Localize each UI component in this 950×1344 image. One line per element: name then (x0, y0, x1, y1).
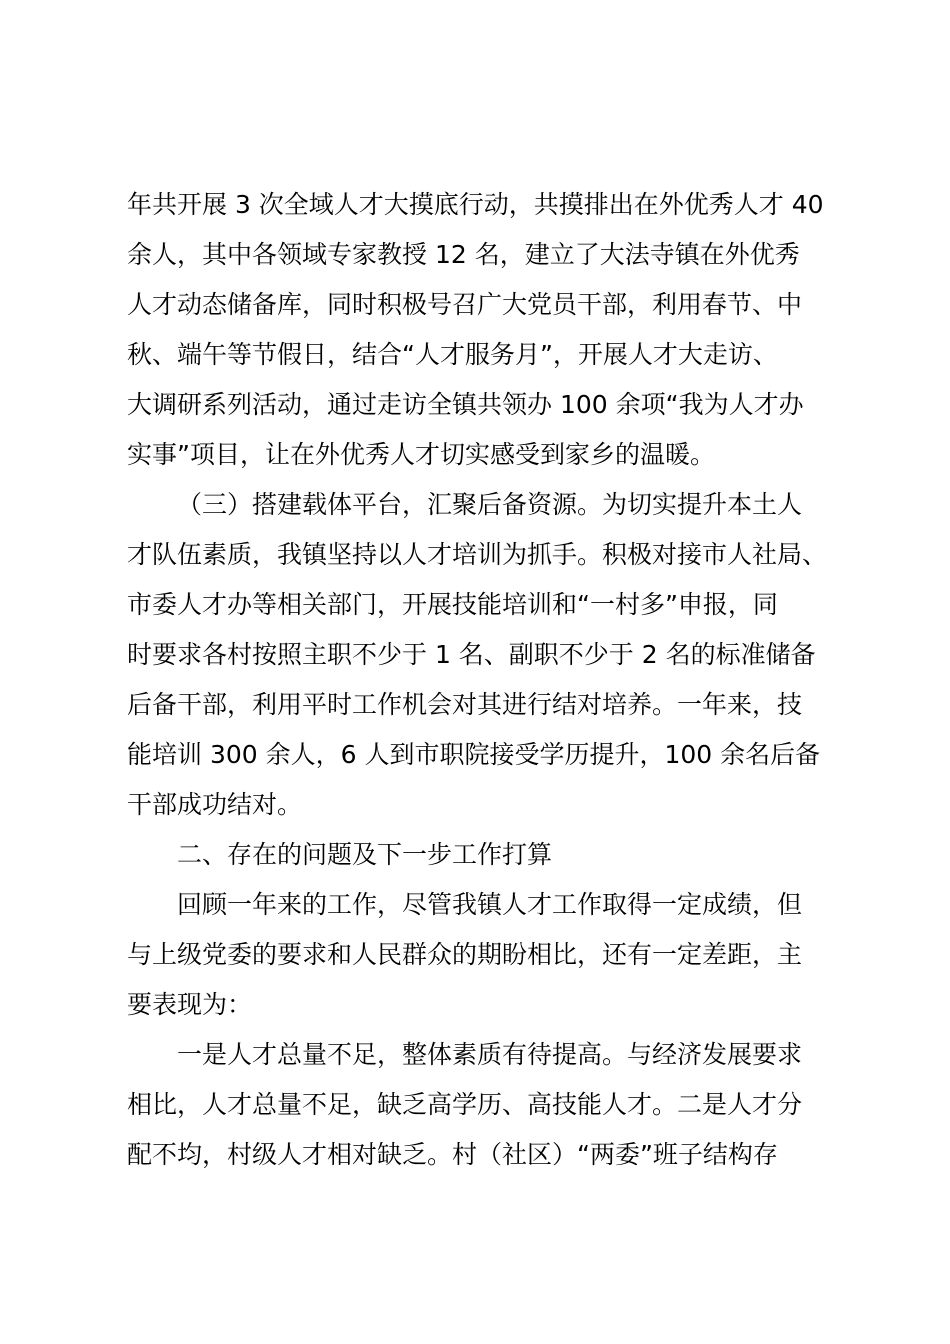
paragraph-line: 干部成功结对。 (127, 790, 303, 819)
paragraph-line: 能培训 300 余人，6 人到市职院接受学历提升，100 余名后备 (127, 740, 821, 769)
section-heading-line: （三）搭建载体平台，汇聚后备资源。为切实提升本土人 (177, 490, 803, 519)
paragraph-line: 要表现为： (127, 990, 253, 1019)
paragraph-line: 配不均，村级人才相对缺乏。村（社区）“两委”班子结构存 (127, 1140, 778, 1169)
paragraph-line: 秋、端午等节假日，结合“人才服务月”，开展人才大走访、 (127, 340, 778, 369)
paragraph-line: 人才动态储备库，同时积极号召广大党员干部，利用春节、中 (127, 290, 803, 319)
paragraph-line: 余人，其中各领域专家教授 12 名，建立了大法寺镇在外优秀 (127, 240, 800, 269)
paragraph-line: 时要求各村按照主职不少于 1 名、副职不少于 2 名的标准储备 (127, 640, 816, 669)
paragraph-line: 后备干部，利用平时工作机会对其进行结对培养。一年来，技 (127, 690, 803, 719)
section-title: 二、存在的问题及下一步工作打算 (177, 840, 553, 869)
paragraph-line: 大调研系列活动，通过走访全镇共领办 100 余项“我为人才办 (127, 390, 804, 419)
paragraph-line: 相比，人才总量不足，缺乏高学历、高技能人才。二是人才分 (127, 1090, 803, 1119)
paragraph-line: 一是人才总量不足，整体素质有待提高。与经济发展要求 (177, 1040, 803, 1069)
paragraph-line: 才队伍素质，我镇坚持以人才培训为抓手。积极对接市人社局、 (127, 540, 828, 569)
paragraph-line: 与上级党委的要求和人民群众的期盼相比，还有一定差距，主 (127, 940, 803, 969)
paragraph-line: 年共开展 3 次全域人才大摸底行动，共摸排出在外优秀人才 40 (127, 190, 824, 219)
paragraph-line: 回顾一年来的工作，尽管我镇人才工作取得一定成绩，但 (177, 890, 803, 919)
paragraph-line: 市委人才办等相关部门，开展技能培训和“一村多”申报，同 (127, 590, 778, 619)
paragraph-line: 实事”项目，让在外优秀人才切实感受到家乡的温暖。 (127, 440, 715, 469)
